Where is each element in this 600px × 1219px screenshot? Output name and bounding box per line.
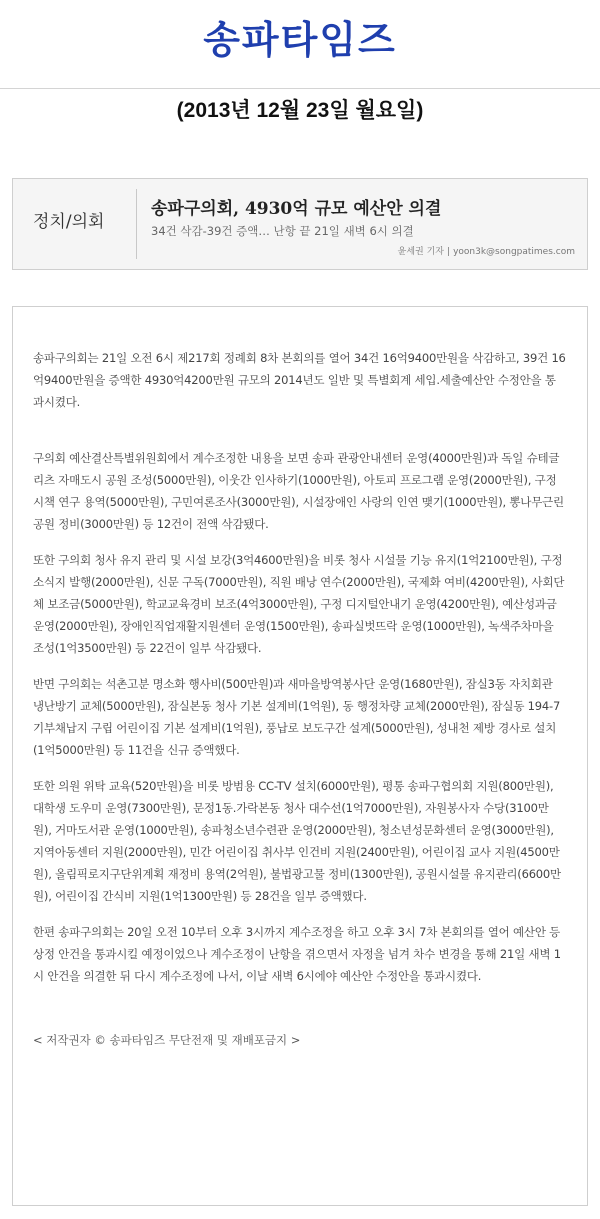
paragraph: 구의회 예산결산특별위원회에서 계수조정한 내용을 보면 송파 관광안내센터 운영(4000만원)과 독일 슈테글리츠 자매도시 공원 조성(5000만원), 이웃간 인사하기(1000만원), 아토피 프로그램 운영(2000만원), 구정시책 연구 용역(5000만원), 구민여론조사(3000만원), 시설장애인 사랑의 인연 맺기(1000만원), 뽕나무근린공원 정비(3000만원) 등 12건이 전액 삭감됐다.	[33, 451, 564, 531]
paragraph: 한편 송파구의회는 20일 오전 10부터 오후 3시까지 계수조정을 하고 오후 3시 7차 본회의를 열어 예산안 등 상정 안건을 통과시킬 예정이었으나 계수조정이 난항을 겪으면서 자정을 넘겨 차수 변경을 통해 21일 새벽 1시 안건을 의결한 뒤 다시 계수조정에 나서, 이날 새벽 6시에야 예산안 수정안을 통과시켰다.	[33, 925, 561, 983]
article-header	[12, 178, 588, 270]
issue-date: (2013년 12월 23일 월요일)	[176, 99, 424, 122]
paragraph: 또한 의원 위탁 교육(520만원)을 비롯 방범용 CC-TV 설치(6000만원), 평통 송파구협의회 지원(800만원), 대학생 도우미 운영(7300만원), 문정1동.가락본동 청사 대수선(1억7000만원), 자원봉사자 수당(3100만원), 거마도서관 운영(1000만원), 송파청소년수련관 운영(2000만원), 청소년성문화센터 운영(3000만원), 지역아동센터 지원(2000만원), 민간 어린이집 취사부 인건비 지원(2400만원), 어린이집 교사 지원(4500만원), 올림픽로지구단위계획 재정비 용역(2억원), 불법광고물 정비(1300만원), 공원시설물 유지관리(6600만원), 어린이집 간식비 지원(1억1300만원) 등 28건을 일부 증액했다.	[33, 779, 561, 903]
section-label: 정치/의회	[33, 212, 105, 232]
site-logo[interactable]: 송파타임즈	[203, 18, 397, 62]
masthead-divider	[0, 88, 600, 89]
reporter-email[interactable]: yoon3k@songpatimes.com	[453, 247, 575, 257]
header-divider	[136, 189, 137, 259]
article-text	[33, 347, 566, 1001]
article-subhead: 34건 삭감-39건 증액… 난항 끝 21일 새벽 6시 의결	[151, 224, 414, 238]
copyright-notice: < 저작권자 © 송파타임즈 무단전재 및 재배포금지 >	[33, 1033, 301, 1047]
paragraph: 또한 구의회 청사 유지 관리 및 시설 보강(3억4600만원)을 비롯 청사 시설물 기능 유지(1억2100만원), 구정소식지 발행(2000만원), 신문 구독(7000만원), 직원 배낭 연수(2000만원), 국제화 여비(4200만원), 사회단체 보조금(5000만원), 학교교육경비 보조(4억3000만원), 구정 디지털안내기 운영(4200만원), 예산성과금 운영(2000만원), 장애인직업재활지원센터 운영(1500만원), 송파실벗뜨락 운영(1000만원), 녹색주차마을 조성(1억3500만원) 등 22건이 일부 삭감됐다.	[33, 553, 565, 655]
paragraph: 반면 구의회는 석촌고분 명소화 행사비(500만원)과 새마을방역봉사단 운영(1680만원), 잠실3동 자치회관 냉난방기 교체(5000만원), 잠실본동 청사 기본 설계비(1억원), 동 행정차량 교체(2000만원), 잠실동 194-7 기부채납지 구립 어린이집 기본 설계비(1억원), 풍납로 보도구간 설계(5000만원), 성내천 제방 경사로 설치(1억5000만원) 등 11건을 신규 증액했다.	[33, 677, 561, 757]
byline	[398, 245, 575, 259]
reporter-name: 윤세권 기자	[397, 247, 445, 257]
masthead	[0, 0, 600, 90]
byline-separator: |	[447, 247, 451, 257]
article-headline: 송파구의회, 4930억 규모 예산안 의결	[151, 199, 442, 219]
paragraph: 송파구의회는 21일 오전 6시 제217회 정례회 8차 본회의를 열어 34건 16억9400만원을 삭감하고, 39건 16억9400만원을 증액한 4930억4200만원 규모의 2014년도 일반 및 특별회계 세입.세출예산안 수정안을 통과시켰다.	[33, 351, 566, 409]
article-body	[12, 306, 588, 1206]
